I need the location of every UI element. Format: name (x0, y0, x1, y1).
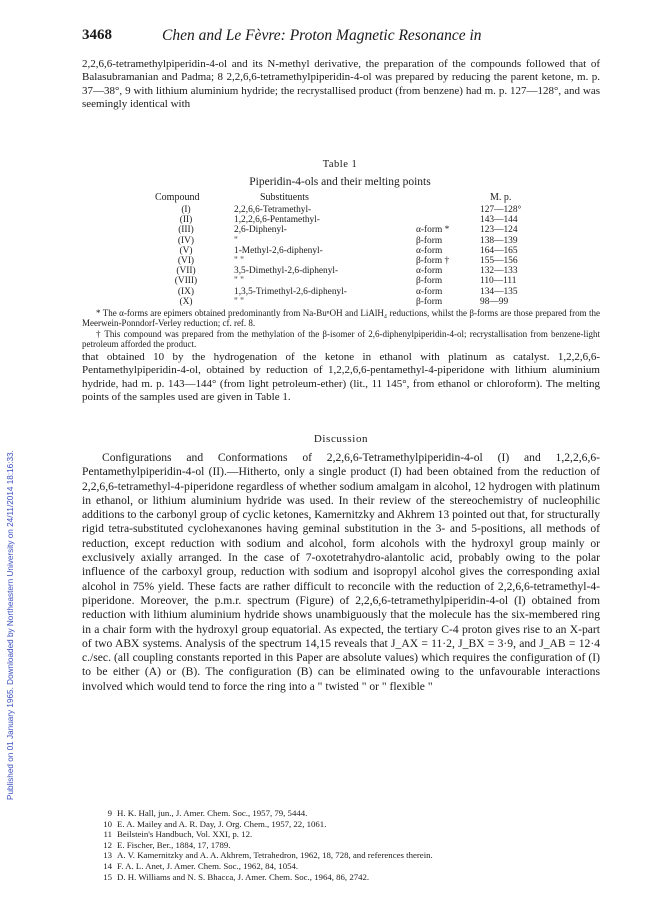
substituent-cell: 3,5-Dimethyl-2,6-diphenyl- (234, 266, 339, 277)
form-cell: β-form (416, 276, 443, 287)
form-cell: β-form † (416, 256, 450, 266)
form-cell: α-form (416, 266, 443, 277)
reference-number: 9 (107, 808, 112, 818)
compound-id-cell: (VII) (176, 266, 196, 277)
reference-item (98, 819, 598, 830)
table-row (150, 276, 590, 286)
table-row (150, 266, 590, 276)
form-cell: α-form (416, 286, 443, 297)
section-heading-discussion: Discussion (313, 433, 369, 445)
reference-text: D. H. Williams and N. S. Bhacca, J. Amer. Chem. Soc., 1964, 86, 2742. (117, 871, 370, 882)
body-section (82, 351, 600, 405)
substituent-cell: 2,6-Diphenyl- (234, 225, 287, 236)
compound-id-cell: (II) (179, 215, 193, 226)
form-cell: α-form * (416, 225, 450, 236)
column-header-substituents: Substituents (260, 192, 309, 203)
reference-text: A. V. Kamernitzky and A. A. Akhrem, Tetrahedron, 1962, 18, 728, and references therein. (117, 850, 433, 861)
reference-list (98, 808, 598, 882)
compound-id-cell: (IV) (177, 235, 195, 246)
form-cell: β-form (416, 296, 443, 307)
reference-item (98, 840, 598, 851)
reference-number: 15 (103, 871, 112, 882)
melting-point-cell: 127—128° (480, 205, 522, 215)
melting-point-cell: 143—144 (480, 215, 518, 226)
reference-number: 10 (103, 818, 112, 829)
melting-point-cell: 138—139 (480, 235, 518, 246)
table-row (150, 287, 590, 297)
substituent-cell: 1,3,5-Trimethyl-2,6-diphenyl- (234, 286, 347, 297)
compound-id-cell: (III) (178, 225, 194, 236)
compound-id-cell: (VIII) (174, 276, 198, 287)
table-footnote: * The α-forms are epimers obtained predominantly from Na-BuⁿOH and LiAlH₄ reductions, whilst the β-forms are those prepared from the Meerwein-Ponndorf-Verley reduction; cf. ref. 8. (82, 308, 600, 329)
running-header (82, 27, 602, 47)
reference-number: 12 (103, 839, 112, 850)
table-footnotes (82, 308, 600, 350)
melting-point-cell: 132—133 (480, 266, 518, 277)
table-row (150, 225, 590, 235)
form-cell: α-form (416, 245, 443, 256)
substituent-cell: 2,2,6,6-Tetramethyl- (234, 205, 312, 215)
form-cell: β-form (416, 235, 443, 246)
reference-text: Beilstein's Handbuch, Vol. XXI, p. 12. (117, 829, 253, 840)
column-header-mp: M. p. (490, 192, 512, 203)
substituent-cell: " (234, 235, 238, 246)
discussion-section (82, 451, 600, 694)
table-row (150, 256, 590, 266)
reference-number: 14 (103, 860, 112, 871)
reference-item (98, 829, 598, 840)
substituent-cell: " " (234, 276, 244, 287)
melting-point-cell: 134—135 (480, 286, 518, 297)
melting-point-cell: 123—124 (480, 225, 518, 236)
reference-text: F. A. L. Anet, J. Amer. Chem. Soc., 1962, 84, 1054. (117, 860, 299, 871)
reference-item (98, 872, 598, 883)
intro-paragraph: 2,2,6,6-tetramethylpiperidin-4-ol and its N-methyl derivative, the preparation of the compounds followed that of Balasubramanian and Padma; 8 2,2,6,6-tetramethylpiperidin-4-ol was prepared by reducing the parent ketone, m. p. 37—38°, 9 with lithium aluminium hydride; the recrystallised product (from benzene) had m. p. 127—128°, and was seemingly identical with (82, 58, 600, 111)
melting-point-cell: 110—111 (480, 276, 517, 287)
melting-point-cell: 155—156 (480, 256, 518, 266)
table-row (150, 246, 590, 256)
table-label: Table 1 (322, 159, 358, 170)
melting-point-cell: 164—165 (480, 245, 518, 256)
reference-text: E. Fischer, Ber., 1884, 17, 1789. (117, 839, 231, 850)
download-watermark (6, 150, 20, 800)
reference-number: 11 (103, 829, 112, 840)
download-watermark-text: Published on 01 January 1965. Downloaded by Northeastern University on 24/11/2014 18:16:33. (6, 450, 15, 800)
reference-item (98, 808, 598, 819)
substituent-cell: " " (234, 256, 244, 266)
compound-id-cell: (IX) (177, 286, 195, 297)
table-row (150, 215, 590, 225)
table-row (150, 205, 590, 215)
melting-point-cell: 98—99 (480, 296, 509, 307)
substituent-cell: " " (234, 296, 244, 307)
column-header-compound: Compound (155, 192, 200, 203)
compound-id-cell: (VI) (177, 256, 195, 266)
compound-id-cell: (X) (179, 296, 193, 307)
reference-item (98, 861, 598, 872)
table-footnote: † This compound was prepared from the methylation of the β-isomer of 2,6-diphenylpiperidin-4-ol; recrystallisation from benzene-light petroleum afforded the product. (82, 328, 600, 350)
substituent-cell: 1,2,2,6,6-Pentamethyl- (234, 215, 320, 226)
discussion-paragraph: Configurations and Conformations of 2,2,6,6-Tetramethylpiperidin-4-ol (I) and 1,2,2,6,6-Pentamethylpiperidin-4-ol (II).—Hitherto, only a single product (I) had been obtained from the reduction of 2,2,6,6-tetramethyl-4-piperidone regardless of whether sodium amalgam in alcohol, 12 hydrogen with platinum in ethanol, or lithium aluminium hydride was used. In their review of the stereochemistry of nucleophilic additions to the carbonyl group of cyclic ketones, Kamernitzky and Akhrem 13 pointed out that, for structurally rigid tetra-substituted cyclohexanones having geminal substitution in the 3- and 5-positions, all methods of reduction, except reduction with sodium and alcohol, form alcohols with the hydroxyl group mainly or exclusively axially arranged. In the case of 7-oxotetrahydro-alantolic acid, probably owing to the polar influence of the carboxyl group, reduction with sodium and isopropyl alcohol gives the corresponding axial alcohol in 75% yield. These facts are rather difficult to reconcile with the reduction of 2,2,6,6-tetramethyl-4-piperidone. Moreover, the p.m.r. spectrum (Figure) of 2,2,6,6-tetramethylpiperidin-4-ol (I) obtained from reduction with lithium aluminium hydride shows unambiguously that the molecule has the six-membered ring in a chair form with the hydroxyl group equatorial. As expected, the tertiary C-4 proton gives rise to an X-part of two ABX systems. Analysis of the spectrum 14,15 reveals that J_AX = 11·2, J_BX = 3·9, and J_AB = 12·4 c./sec. (all coupling constants reported in this Paper are absolute values) which requires the configuration of (I) to be either (A) or (B). The configuration (B) can be eliminated owing to the unfavourable interactions involved which would tend to force the ring into a " twisted " or " flexible " (82, 451, 600, 693)
intro-section (82, 58, 600, 112)
compound-id-cell: (V) (179, 245, 193, 256)
table-row (150, 236, 590, 246)
reference-text: E. A. Mailey and A. R. Day, J. Org. Chem., 1957, 22, 1061. (117, 818, 327, 829)
table-title: Piperidin-4-ols and their melting points (249, 176, 431, 188)
substituent-cell: 1-Methyl-2,6-diphenyl- (234, 245, 323, 256)
reference-text: H. K. Hall, jun., J. Amer. Chem. Soc., 1957, 79, 5444. (117, 808, 308, 818)
body-paragraph: that obtained 10 by the hydrogenation of the ketone in ethanol with platinum as catalyst. 1,2,2,6,6-Pentamethylpiperidin-4-ol, obtained by reduction of 1,2,2,6,6-pentamethyl-4-piperidone with lithium aluminium hydride, had m. p. 143—144° (from light petroleum-ether) (lit., 11 145°, from ethanol or chloroform). The melting points of the samples used are given in Table 1. (82, 351, 600, 404)
reference-item (98, 850, 598, 861)
running-title: Chen and Le Fèvre: Proton Magnetic Resonance in (162, 27, 482, 44)
reference-number: 13 (103, 850, 112, 861)
table-row (150, 297, 590, 307)
page-number: 3468 (82, 27, 112, 43)
compound-id-cell: (I) (181, 205, 191, 215)
